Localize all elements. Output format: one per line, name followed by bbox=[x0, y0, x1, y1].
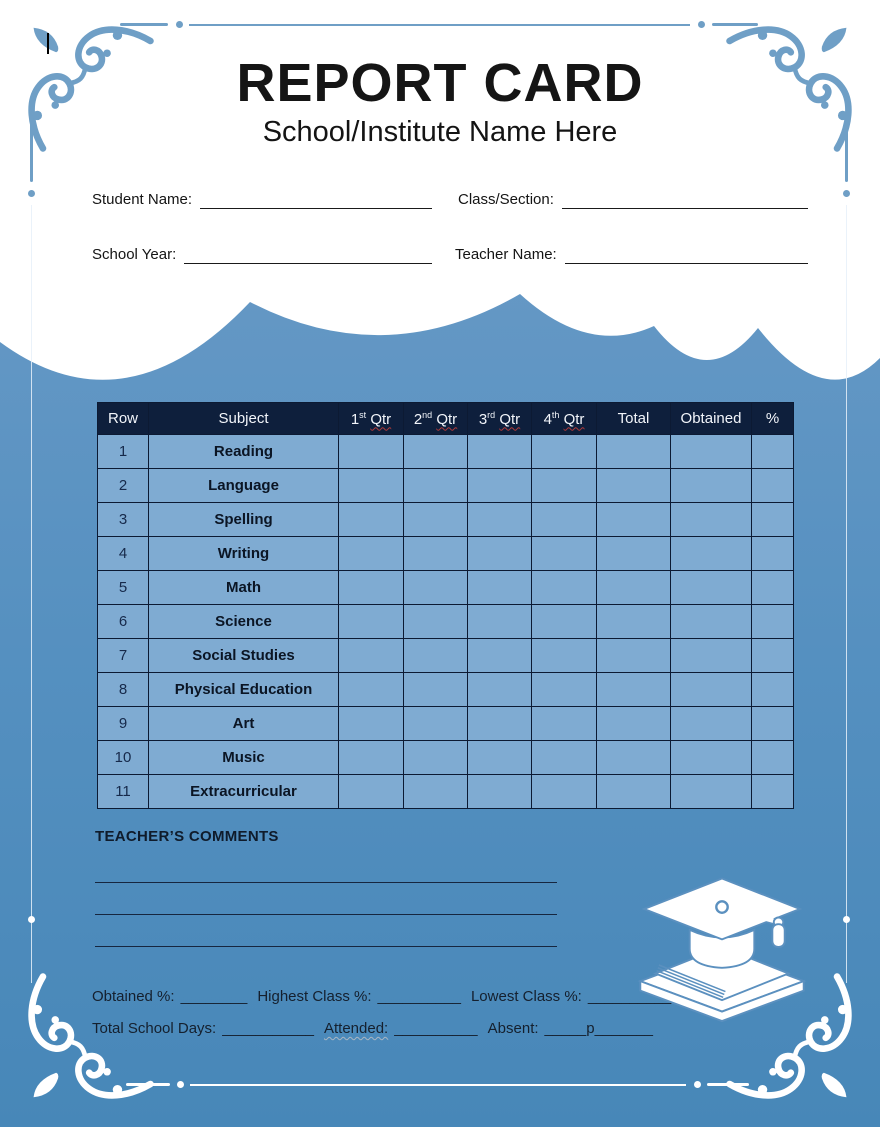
grade-cell[interactable] bbox=[752, 605, 794, 639]
grade-cell[interactable] bbox=[597, 537, 671, 571]
right-border-dot bbox=[843, 916, 850, 923]
total-school-days-blank[interactable]: ___________ bbox=[222, 1020, 314, 1037]
grade-cell[interactable] bbox=[532, 605, 597, 639]
header-q1: 1st Qtr bbox=[339, 403, 404, 435]
row-number: 2 bbox=[98, 469, 149, 503]
table-row bbox=[98, 673, 794, 707]
student-name-line[interactable] bbox=[200, 190, 432, 209]
grade-cell[interactable] bbox=[339, 639, 404, 673]
grade-cell[interactable] bbox=[597, 775, 671, 809]
row-number: 4 bbox=[98, 537, 149, 571]
header-obtained: Obtained bbox=[671, 403, 752, 435]
grade-cell[interactable] bbox=[597, 571, 671, 605]
corner-flourish-icon bbox=[26, 24, 158, 156]
left-border-dot bbox=[28, 190, 35, 197]
grade-cell[interactable] bbox=[468, 639, 532, 673]
table-row bbox=[98, 605, 794, 639]
row-number: 11 bbox=[98, 775, 149, 809]
grade-cell[interactable] bbox=[404, 707, 468, 741]
grade-cell[interactable] bbox=[339, 707, 404, 741]
grade-cell[interactable] bbox=[468, 503, 532, 537]
table-row bbox=[98, 741, 794, 775]
grade-cell[interactable] bbox=[597, 639, 671, 673]
grade-cell[interactable] bbox=[597, 503, 671, 537]
grade-cell[interactable] bbox=[404, 503, 468, 537]
grade-cell[interactable] bbox=[404, 605, 468, 639]
attended-label: Attended: bbox=[324, 1020, 389, 1037]
obtained-percent-blank[interactable]: ________ bbox=[180, 988, 248, 1005]
subject-cell: Music bbox=[149, 741, 339, 775]
grade-cell[interactable] bbox=[671, 707, 752, 741]
grade-cell[interactable] bbox=[468, 707, 532, 741]
class-section-label: Class/Section: bbox=[458, 191, 554, 208]
grade-cell[interactable] bbox=[671, 503, 752, 537]
header-subject: Subject bbox=[149, 403, 339, 435]
subject-cell: Reading bbox=[149, 435, 339, 469]
grade-cell[interactable] bbox=[532, 707, 597, 741]
grade-cell[interactable] bbox=[532, 469, 597, 503]
grade-cell[interactable] bbox=[671, 741, 752, 775]
grade-cell[interactable] bbox=[597, 435, 671, 469]
header-row: Row bbox=[98, 403, 149, 435]
grade-cell[interactable] bbox=[404, 435, 468, 469]
row-number: 8 bbox=[98, 673, 149, 707]
subject-cell: Social Studies bbox=[149, 639, 339, 673]
table-row bbox=[98, 469, 794, 503]
row-number: 5 bbox=[98, 571, 149, 605]
grade-cell[interactable] bbox=[339, 571, 404, 605]
comment-line[interactable] bbox=[95, 913, 557, 915]
grade-cell[interactable] bbox=[468, 537, 532, 571]
grade-cell[interactable] bbox=[468, 571, 532, 605]
grade-cell[interactable] bbox=[532, 775, 597, 809]
grade-cell[interactable] bbox=[532, 571, 597, 605]
grade-cell[interactable] bbox=[597, 605, 671, 639]
corner-flourish-icon bbox=[722, 24, 854, 156]
page-title: REPORT CARD bbox=[236, 53, 644, 113]
grade-cell[interactable] bbox=[404, 775, 468, 809]
grade-cell[interactable] bbox=[339, 469, 404, 503]
grade-cell[interactable] bbox=[752, 537, 794, 571]
obtained-percent-label: Obtained %: bbox=[92, 988, 175, 1005]
header-q3: 3rd Qtr bbox=[468, 403, 532, 435]
table-header-row bbox=[98, 403, 794, 435]
lowest-class-percent-label: Lowest Class %: bbox=[470, 988, 582, 1005]
grade-cell[interactable] bbox=[339, 537, 404, 571]
grade-cell[interactable] bbox=[671, 469, 752, 503]
grade-cell[interactable] bbox=[597, 469, 671, 503]
grade-cell[interactable] bbox=[671, 537, 752, 571]
grade-cell[interactable] bbox=[532, 537, 597, 571]
teacher-name-field bbox=[455, 245, 808, 264]
subject-cell: Math bbox=[149, 571, 339, 605]
table-row bbox=[98, 503, 794, 537]
bottom-border-dot bbox=[694, 1081, 701, 1088]
row-number: 9 bbox=[98, 707, 149, 741]
row-number: 6 bbox=[98, 605, 149, 639]
grade-cell[interactable] bbox=[468, 605, 532, 639]
grade-cell[interactable] bbox=[671, 673, 752, 707]
grade-cell[interactable] bbox=[339, 503, 404, 537]
bottom-border-dot bbox=[177, 1081, 184, 1088]
row-number: 10 bbox=[98, 741, 149, 775]
grade-cell[interactable] bbox=[752, 435, 794, 469]
right-border-line bbox=[846, 205, 848, 983]
grade-cell[interactable] bbox=[532, 673, 597, 707]
school-year-field bbox=[92, 245, 432, 264]
class-section-field bbox=[458, 190, 808, 209]
grade-cell[interactable] bbox=[752, 639, 794, 673]
grade-cell[interactable] bbox=[752, 503, 794, 537]
class-section-line[interactable] bbox=[562, 190, 808, 209]
grade-cell[interactable] bbox=[532, 741, 597, 775]
absent-label: Absent: bbox=[487, 1020, 539, 1037]
attended-blank[interactable]: __________ bbox=[394, 1020, 478, 1037]
corner-flourish-icon bbox=[722, 969, 854, 1101]
grade-cell[interactable] bbox=[468, 435, 532, 469]
row-number: 7 bbox=[98, 639, 149, 673]
table-row bbox=[98, 435, 794, 469]
text-cursor bbox=[47, 33, 49, 54]
grade-cell[interactable] bbox=[597, 673, 671, 707]
grade-cell[interactable] bbox=[404, 673, 468, 707]
student-name-label: Student Name: bbox=[92, 191, 193, 208]
left-border-dot bbox=[28, 916, 35, 923]
school-year-line[interactable] bbox=[184, 245, 432, 264]
header-q4: 4th Qtr bbox=[532, 403, 597, 435]
right-border-dot bbox=[843, 190, 850, 197]
header-percent: % bbox=[752, 403, 794, 435]
stats-row-percentages bbox=[92, 988, 681, 1005]
grade-cell[interactable] bbox=[532, 639, 597, 673]
left-border-line bbox=[31, 205, 33, 983]
grade-cell[interactable] bbox=[671, 435, 752, 469]
grade-cell[interactable] bbox=[468, 741, 532, 775]
total-school-days-label: Total School Days: bbox=[92, 1020, 217, 1037]
stats-row-attendance bbox=[92, 1020, 663, 1037]
top-border-dot bbox=[698, 21, 705, 28]
highest-class-percent-label: Highest Class %: bbox=[257, 988, 372, 1005]
header-total: Total bbox=[597, 403, 671, 435]
subject-cell: Science bbox=[149, 605, 339, 639]
grade-cell[interactable] bbox=[339, 435, 404, 469]
school-name-placeholder[interactable]: School/Institute Name Here bbox=[262, 116, 618, 148]
highest-class-percent-blank[interactable]: __________ bbox=[377, 988, 461, 1005]
table-row bbox=[98, 639, 794, 673]
grade-cell[interactable] bbox=[752, 775, 794, 809]
grade-cell[interactable] bbox=[597, 741, 671, 775]
grades-table bbox=[97, 402, 794, 809]
grade-cell[interactable] bbox=[404, 537, 468, 571]
grade-cell[interactable] bbox=[752, 673, 794, 707]
grade-cell[interactable] bbox=[752, 469, 794, 503]
grade-cell[interactable] bbox=[339, 605, 404, 639]
subject-cell: Spelling bbox=[149, 503, 339, 537]
grade-cell[interactable] bbox=[339, 673, 404, 707]
table-row bbox=[98, 537, 794, 571]
grade-cell[interactable] bbox=[597, 707, 671, 741]
bottom-border-line bbox=[190, 1084, 686, 1086]
grade-cell[interactable] bbox=[671, 605, 752, 639]
grade-cell[interactable] bbox=[404, 469, 468, 503]
row-number: 3 bbox=[98, 503, 149, 537]
teachers-comments-heading: TEACHER’S COMMENTS bbox=[95, 828, 279, 845]
teacher-name-label: Teacher Name: bbox=[455, 246, 557, 263]
grade-cell[interactable] bbox=[468, 775, 532, 809]
grade-cell[interactable] bbox=[752, 707, 794, 741]
grade-cell[interactable] bbox=[339, 775, 404, 809]
subject-cell: Art bbox=[149, 707, 339, 741]
absent-blank[interactable]: _____p_______ bbox=[544, 1020, 653, 1037]
subject-cell: Physical Education bbox=[149, 673, 339, 707]
header-q2: 2nd Qtr bbox=[404, 403, 468, 435]
subject-cell: Extracurricular bbox=[149, 775, 339, 809]
table-row bbox=[98, 707, 794, 741]
corner-flourish-icon bbox=[26, 969, 158, 1101]
grade-cell[interactable] bbox=[752, 741, 794, 775]
top-border-line bbox=[189, 24, 690, 26]
lowest-class-percent-blank[interactable]: __________ bbox=[587, 988, 672, 1005]
grade-cell[interactable] bbox=[468, 673, 532, 707]
subject-cell: Writing bbox=[149, 537, 339, 571]
student-name-field bbox=[92, 190, 432, 209]
grade-cell[interactable] bbox=[532, 503, 597, 537]
comment-line[interactable] bbox=[95, 881, 557, 883]
top-border-dot bbox=[176, 21, 183, 28]
teacher-name-line[interactable] bbox=[565, 245, 808, 264]
grade-cell[interactable] bbox=[468, 469, 532, 503]
grade-cell[interactable] bbox=[671, 775, 752, 809]
grade-cell[interactable] bbox=[752, 571, 794, 605]
grade-cell[interactable] bbox=[404, 741, 468, 775]
school-year-label: School Year: bbox=[92, 246, 177, 263]
table-row bbox=[98, 775, 794, 809]
grade-cell[interactable] bbox=[671, 639, 752, 673]
subject-cell: Language bbox=[149, 469, 339, 503]
grade-cell[interactable] bbox=[671, 571, 752, 605]
grade-cell[interactable] bbox=[339, 741, 404, 775]
row-number: 1 bbox=[98, 435, 149, 469]
grade-cell[interactable] bbox=[404, 571, 468, 605]
grade-cell[interactable] bbox=[404, 639, 468, 673]
table-row bbox=[98, 571, 794, 605]
comment-line[interactable] bbox=[95, 945, 557, 947]
grade-cell[interactable] bbox=[532, 435, 597, 469]
